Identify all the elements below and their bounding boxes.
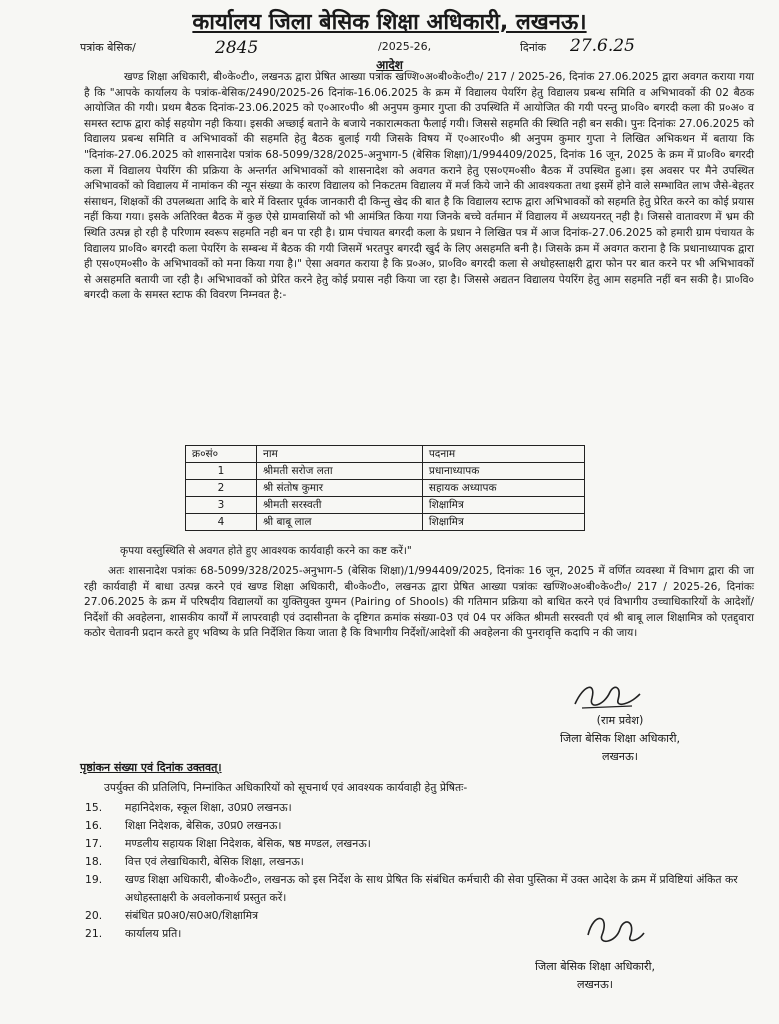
signature-block-1	[520, 712, 720, 766]
signature-mark	[570, 676, 650, 716]
date-label: दिनांक	[520, 41, 547, 54]
staff-designation: शिक्षामित्र	[422, 514, 584, 531]
endorsement-intro: उपर्युक्त की प्रतिलिपि, निम्नांकित अधिकारियों को सूचनार्थ एवं आवश्यक कार्यवाही हेतु प्रेषितः-	[104, 781, 468, 794]
signatory-city: लखनऊ।	[602, 750, 638, 763]
staff-designation: सहायक अध्यापक	[422, 480, 584, 497]
staff-table-header	[186, 446, 585, 463]
staff-designation: शिक्षामित्र	[422, 497, 584, 514]
ref-year: /2025-26,	[378, 40, 432, 53]
item-number: 15.	[85, 801, 103, 814]
item-number: 16.	[85, 819, 103, 832]
item-number: 19.	[85, 873, 103, 886]
table-row	[186, 480, 585, 497]
list-item	[85, 871, 745, 907]
item-text: खण्ड शिक्षा अधिकारी, बी०के०टी०, लखनऊ को इस निर्देश के साथ प्रेषित कि संबंधित कर्मचारी की सेवा पुस्तिका में उक्त आदेश के क्रम में प्रविष्टियां अंकित कर अधोहस्ताक्षरी के अवलोकनार्थ प्रस्तुत करें।	[125, 873, 738, 904]
ref-number: 2845	[215, 38, 259, 58]
staff-serial: 1	[186, 463, 257, 480]
header-designation: पदनाम	[422, 446, 584, 463]
table-row	[186, 497, 585, 514]
staff-serial: 3	[186, 497, 257, 514]
office-title: कार्यालय जिला बेसिक शिक्षा अधिकारी, लखनऊ।	[192, 10, 587, 35]
header-name: नाम	[257, 446, 423, 463]
order-heading: आदेश	[376, 58, 403, 72]
item-text: महानिदेशक, स्कूल शिक्षा, उ0प्र0 लखनऊ।	[125, 801, 292, 814]
list-item	[85, 853, 745, 871]
signatory-city: लखनऊ।	[577, 978, 613, 991]
endorsement-heading: पृष्ठांकन संख्या एवं दिनांक उक्तवत्।	[80, 761, 222, 774]
staff-name: श्री संतोष कुमार	[257, 480, 423, 497]
order-paragraph-1: खण्ड शिक्षा अधिकारी, बी०के०टी०, लखनऊ द्वारा प्रेषित आख्या पत्रांक खण्शि०अ०बी०के०टी०/ 217 / 2025-26, दिनांक 27.06.2025 द्वारा अवगत कराया गया है कि "आपके कार्यालय के पत्रांक-बेसिक/2490/2025-26 दिनांक-16.06.2025 के क्रम में विद्यालय पेयरिंग हेतु विद्यालय प्रबन्ध समिति व अभिभावकों की 02 बैठक आयोजित की गयी। प्रथम बैठक दिनांक-23.06.2025 को ए०आर०पी० श्री अनुपम कुमार गुप्ता की उपस्थिति में आयोजित की गयी परन्तु प्रा०वि० बगरदी कला की प्र०अ० व समस्त स्टाफ द्वारा कोई सहयोग नही किया। इसकी अच्छाई बताने के बजाये नकारात्मकता फैलाई गयी। जिससे सहमति की स्थिति नही बन सकी। पुनः दिनांकः 27.06.2025 को विद्यालय प्रबन्ध समिति व अभिभावकों की सहमति हेतु बैठक बुलाई गयी जिसके विषय में ए०आर०पी० श्री अनुपम कुमार गुप्ता ने लिखित अभिकथन में बताया कि "दिनांक-27.06.2025 को शासनादेश पत्रांक 68-5099/328/2025-अनुभाग-5 (बेसिक शिक्षा)/1/994409/2025, दिनांक 16 जून, 2025 के क्रम में प्रा०वि० बगरदी कला में विद्यालय पेयरिंग की प्रक्रिया के अन्तर्गत अभिभावकों को शासनादेश को अवगत कराने हेतु एस०एम०सी० बैठक में उपस्थित हुआ। इस अवसर पर मैने उपस्थित अभिभावकों को विद्यालय में नामांकन की न्यून संख्या के कारण विद्यालय को निकटतम विद्यालय में मर्ज किये जाने की आवश्यकता तथा इसमें होने वाले सम्भावित लाभ जैसे-बेहतर संसाधन, शिक्षकों की उपलब्धता आदि के बारे में विस्तार पूर्वक जानकारी दी किन्तु खेद की बात है कि विद्यालय स्टाफ द्वारा अभिभावकों को सहमति हेतु प्रेरित करने का कोई प्रयास नहीं किया गया। इसके अतिरिक्त बैठक में कुछ ऐसे ग्रामवासियों को भी आमंत्रित किया गया जिनके बच्चे वर्तमान में विद्यालय में अध्ययनरत् नही है। जिससे वातावरण में भ्रम की स्थिति उत्पन्न हो रही है परिणाम स्वरूप सहमति नही बन पा रही है। ग्राम पंचायत बगरदी कला के प्रधान ने लिखित पत्र में आज दिनांक-27.06.2025 को हमारी ग्राम पंचायत के विद्यालय प्रा०वि० बगरदी कला पेयरिंग के सम्बन्ध में बैठक की गयी जिसमें भरतपुर बगरदी खुर्द के लिए असहमति बनी है। जिसके क्रम में अवगत कराना है कि प्रधानाध्यापक द्वारा ही एस०एम०सी० के अभिभावकों को मना किया गया है।" ऐसा अवगत कराया है कि प्र०अ०, प्रा०वि० बगरदी कला से अधोहस्ताक्षरी द्वारा फोन पर बात करने पर भी अभिभावकों से असहमति बतायी जा रही है। अभिभावकों को प्रेरित करने हेतु कोई प्रयास नही किया जा रहा है। जिससे अद्यतन विद्यालय पेयरिंग हेतु आम सहमति नहीं बन सकी है। प्रा०वि० बगरदी कला के समस्त स्टाफ की विवरण निम्नवत है:-	[84, 71, 754, 302]
item-number: 17.	[85, 837, 103, 850]
signature-mark	[580, 905, 650, 955]
list-item	[85, 799, 745, 817]
list-item	[85, 835, 745, 853]
list-item	[85, 817, 745, 835]
item-text: कार्यालय प्रति।	[125, 927, 182, 940]
closing-line: कृपया वस्तुस्थिति से अवगत होते हुए आवश्यक कार्यवाही करने का कष्ट करें।"	[120, 545, 412, 557]
signatory-designation: जिला बेसिक शिक्षा अधिकारी,	[559, 732, 681, 745]
staff-table	[185, 445, 585, 531]
staff-name: श्रीमती सरस्वती	[257, 497, 423, 514]
signatory-name: (राम प्रवेश)	[596, 714, 644, 727]
staff-designation: प्रधानाध्यापक	[422, 463, 584, 480]
item-number: 20.	[85, 909, 103, 922]
staff-serial: 2	[186, 480, 257, 497]
item-text: वित्त एवं लेखाधिकारी, बेसिक शिक्षा, लखनऊ।	[125, 855, 304, 868]
table-row	[186, 463, 585, 480]
order-paragraph-2: अतः शासनादेश पत्रांकः 68-5099/328/2025-अनुभाग-5 (बेसिक शिक्षा)/1/994409/2025, दिनांकः 16 जून, 2025 में वर्णित व्यवस्था में विभाग द्वारा की जा रही कार्यवाही में बाधा उत्पन्न करने एवं खण्ड शिक्षा अधिकारी, बी०के०टी०, लखनऊ द्वारा प्रेषित आख्या पत्रांकः खण्शि०अ०बी०के०टी०/ 217 / 2025-26, दिनांकः 27.06.2025 के क्रम में परिषदीय विद्यालयों का युक्तियुक्त युग्मन (Pairing of Shools) की गतिमान प्रक्रिया को बाधित करने एवं विभागीय उच्चाधिकारियों के आदेशों/निर्देशों की अवहेलना, शासकीय कार्यों में लापरवाही एवं उदासीनता के दृष्टिगत क्रमांक संख्या-03 एवं 04 पर अंकित श्रीमती सरस्वती एवं श्री बाबू लाल शिक्षामित्र को एतद्द्वारा कठोर चेतावनी प्रदान करते हुए भविष्य के प्रति निर्देशित किया जाता है कि विभागीय निर्देशों/आदेशों की अवहेलना की पुनरावृत्ति कदापि न की जाय।	[84, 565, 754, 640]
staff-serial: 4	[186, 514, 257, 531]
item-number: 21.	[85, 927, 103, 940]
item-number: 18.	[85, 855, 103, 868]
header-serial: क्र०सं०	[186, 446, 257, 463]
signatory-designation: जिला बेसिक शिक्षा अधिकारी,	[534, 960, 656, 973]
table-row	[186, 514, 585, 531]
signature-block-2	[495, 958, 695, 994]
staff-name: श्रीमती सरोज लता	[257, 463, 423, 480]
ref-prefix: पत्रांक बेसिक/	[80, 41, 136, 54]
item-text: शिक्षा निदेशक, बेसिक, उ0प्र0 लखनऊ।	[125, 819, 282, 832]
staff-name: श्री बाबू लाल	[257, 514, 423, 531]
item-text: संबंधित प्र0अ0/स0अ0/शिक्षामित्र	[125, 909, 259, 922]
item-text: मण्डलीय सहायक शिक्षा निदेशक, बेसिक, षष्ठ मण्डल, लखनऊ।	[125, 837, 371, 850]
date-value: 27.6.25	[570, 36, 635, 56]
